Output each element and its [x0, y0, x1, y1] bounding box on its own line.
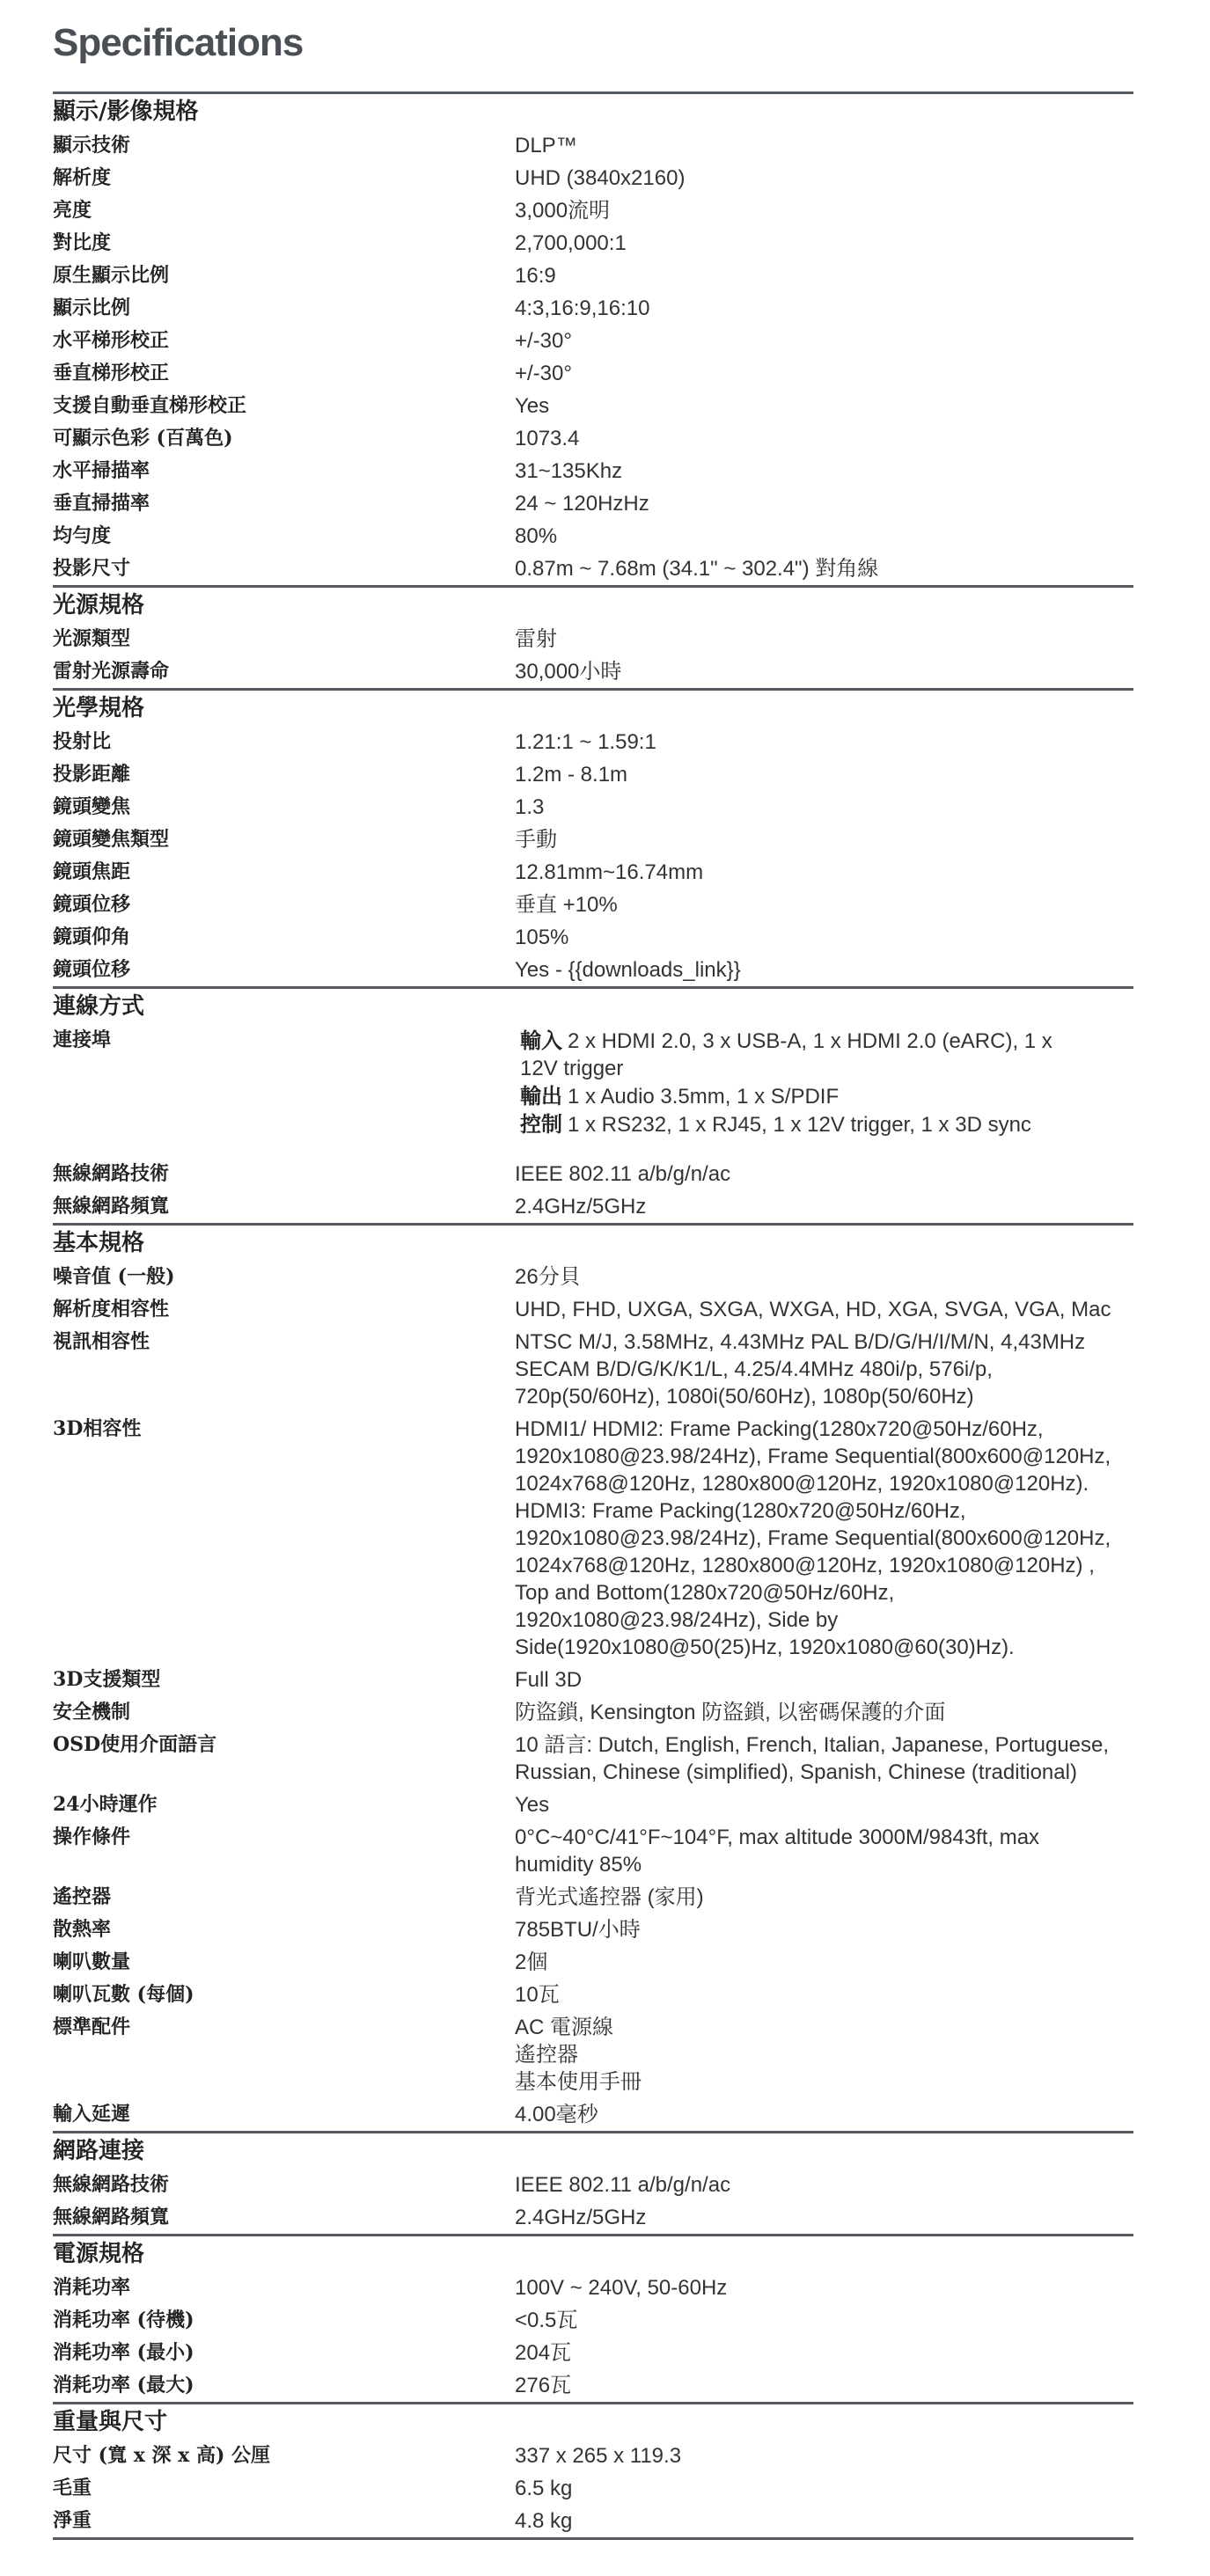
spec-label: 無線網路頻寬	[53, 2206, 170, 2228]
spec-value: 防盜鎖, Kensington 防盜鎖, 以密碼保護的介面	[515, 1701, 946, 1724]
spec-row	[53, 162, 1133, 194]
spec-label: 鏡頭變焦類型	[53, 828, 170, 851]
spec-row	[53, 1326, 1133, 1413]
spec-value: 1.21:1 ~ 1.59:1	[515, 730, 656, 754]
spec-row	[53, 2337, 1133, 2369]
spec-row	[53, 260, 1133, 292]
spec-row	[53, 520, 1133, 553]
spec-value	[515, 1027, 1133, 1138]
spec-value: 1.2m - 8.1m	[515, 763, 628, 787]
spec-value: 2,700,000:1	[515, 231, 627, 255]
spec-row	[53, 1946, 1133, 1979]
spec-value: 10 語言: Dutch, English, French, Italian, Japanese, Portuguese, Russian, Chinese (simplified), Spanish, Chinese (traditional)	[515, 1733, 1110, 1784]
spec-label: 噪音值 (一般)	[53, 1265, 175, 1288]
spec-value: 10瓦	[515, 1983, 560, 2007]
spec-label: 投影距離	[53, 763, 131, 786]
spec-row	[53, 1821, 1133, 1881]
port-group-label: 輸出	[520, 1083, 562, 1109]
spec-value: 0°C~40°C/41°F~104°F, max altitude 3000M/9843ft, max humidity 85%	[515, 1826, 1040, 1877]
page-title: Specifications	[53, 21, 304, 64]
spec-value: 26分貝	[515, 1265, 581, 1289]
spec-row	[53, 292, 1133, 325]
spec-label: 鏡頭焦距	[53, 860, 131, 883]
spec-label: OSD使用介面語言	[53, 1733, 217, 1756]
spec-label: 解析度	[53, 166, 112, 189]
spec-label: 顯示技術	[53, 134, 131, 157]
spec-row	[53, 2472, 1133, 2505]
spec-row	[53, 2440, 1133, 2472]
spec-value: 337 x 265 x 119.3	[515, 2444, 682, 2468]
spec-label: 無線網路技術	[53, 2173, 170, 2196]
spec-row	[53, 921, 1133, 954]
spec-value: HDMI1/ HDMI2: Frame Packing(1280x720@50Hz/60Hz, 1920x1080@23.98/24Hz), Frame Sequential(800x600@120Hz, 1024x768@120Hz, 1280x800@120Hz, 1920x1080@120Hz). HDMI3: Frame Packing(1280x720@50Hz/60Hz, 1920x1080@23.98/24Hz), Frame Sequential(800x600@120Hz, 1024x768@120Hz, 1280x800@120Hz, 1920x1080@120Hz) , Top and Bottom(1280x720@50Hz/60Hz, 1920x1080@23.98/24Hz), Side by Side(1920x1080@50(25)Hz, 1920x1080@60(30)Hz).	[515, 1417, 1111, 1659]
spec-label: 鏡頭變焦	[53, 795, 131, 818]
spec-value: 100V ~ 240V, 50-60Hz	[515, 2276, 728, 2300]
section-title: 重量與尺寸	[53, 2409, 168, 2435]
spec-value: 4.00毫秒	[515, 2103, 598, 2126]
port-group-text: 1 x RS232, 1 x RJ45, 1 x 12V trigger, 1 x 3D sync	[568, 1113, 1031, 1137]
port-group-text: 2 x HDMI 2.0, 3 x USB-A, 1 x HDMI 2.0 (eARC), 1 x 12V trigger	[520, 1029, 1052, 1080]
spec-label: 支援自動垂直梯形校正	[53, 394, 247, 417]
spec-label: 喇叭數量	[53, 1950, 131, 1973]
spec-value: 6.5 kg	[515, 2477, 573, 2500]
port-group-label: 控制	[520, 1111, 562, 1137]
spec-row	[53, 726, 1133, 758]
spec-label: 3D相容性	[53, 1417, 142, 1440]
port-group	[515, 1110, 1133, 1138]
spec-row	[53, 194, 1133, 227]
spec-row	[53, 2505, 1133, 2537]
spec-label: 消耗功率 (最小)	[53, 2341, 194, 2364]
spec-row	[53, 856, 1133, 889]
spec-value: 276瓦	[515, 2374, 572, 2397]
spec-value: 2個	[515, 1950, 548, 1974]
spec-row	[53, 455, 1133, 487]
spec-value: +/-30°	[515, 329, 572, 353]
spec-value: 雷射	[515, 627, 557, 651]
spec-row	[53, 1881, 1133, 1914]
spec-row	[53, 823, 1133, 856]
spec-section	[53, 688, 1133, 986]
spec-value: 1.3	[515, 795, 545, 819]
spec-label: 連接埠	[53, 1028, 112, 1051]
spec-label: 鏡頭仰角	[53, 926, 131, 948]
spec-label: 消耗功率 (待機)	[53, 2309, 194, 2331]
spec-value: 2.4GHz/5GHz	[515, 1195, 647, 1218]
spec-label: 無線網路頻寬	[53, 1195, 170, 1218]
spec-value: 垂直 +10%	[515, 893, 618, 917]
spec-value: 80%	[515, 524, 558, 548]
spec-label: 對比度	[53, 231, 112, 254]
spec-value: 1073.4	[515, 427, 580, 450]
table-end-rule	[53, 2537, 1133, 2540]
spec-row	[53, 758, 1133, 791]
spec-label: 解析度相容性	[53, 1298, 170, 1321]
spec-row	[53, 791, 1133, 823]
spec-label: 淨重	[53, 2509, 92, 2532]
spec-label: 輸入延遲	[53, 2103, 131, 2126]
spec-value: UHD (3840x2160)	[515, 166, 686, 190]
spec-label: 鏡頭位移	[53, 958, 131, 981]
spec-label: 水平掃描率	[53, 459, 150, 482]
spec-row	[53, 1261, 1133, 1293]
spec-value: 12.81mm~16.74mm	[515, 860, 704, 884]
spec-value: NTSC M/J, 3.58MHz, 4.43MHz PAL B/D/G/H/I/M/N, 4,43MHz SECAM B/D/G/K/K1/L, 4.25/4.4MHz 480i/p, 576i/p, 720p(50/60Hz), 1080i(50/60Hz), 1080p(50/60Hz)	[515, 1330, 1086, 1409]
spec-value: 105%	[515, 926, 569, 949]
spec-value: UHD, FHD, UXGA, SXGA, WXGA, HD, XGA, SVGA, VGA, Mac	[515, 1298, 1111, 1321]
spec-label: 消耗功率 (最大)	[53, 2374, 194, 2397]
spec-row	[53, 422, 1133, 455]
spec-row	[53, 390, 1133, 422]
spec-row	[53, 129, 1133, 162]
spec-label: 散熱率	[53, 1918, 112, 1941]
spec-row	[53, 655, 1133, 688]
spec-label: 投影尺寸	[53, 557, 131, 580]
spec-label: 光源類型	[53, 627, 131, 650]
port-group-label: 輸入	[520, 1028, 562, 1053]
spec-value: 4.8 kg	[515, 2509, 573, 2533]
spec-value: <0.5瓦	[515, 2309, 578, 2332]
spec-section	[53, 91, 1133, 585]
section-title: 光源規格	[53, 592, 145, 618]
spec-row	[53, 553, 1133, 585]
spec-label: 亮度	[53, 199, 92, 222]
spec-row	[53, 1293, 1133, 1326]
spec-row	[53, 889, 1133, 921]
spec-label: 毛重	[53, 2477, 92, 2499]
spec-section	[53, 2402, 1133, 2537]
spec-value: AC 電源線 遙控器 基本使用手冊	[515, 2016, 642, 2094]
spec-row	[53, 1914, 1133, 1946]
spec-label: 雷射光源壽命	[53, 660, 170, 683]
spec-value: 31~135Khz	[515, 459, 623, 483]
section-title: 基本規格	[53, 1230, 145, 1256]
spec-label: 尺寸 (寬 x 深 x 高) 公厘	[53, 2444, 271, 2467]
spec-value: IEEE 802.11 a/b/g/n/ac	[515, 2173, 731, 2197]
spec-value: 204瓦	[515, 2341, 572, 2365]
spec-value: +/-30°	[515, 362, 572, 385]
spec-label: 投射比	[53, 730, 112, 753]
spec-value: 背光式遙控器 (家用)	[515, 1885, 704, 1909]
spec-label: 3D支援類型	[53, 1668, 161, 1691]
spec-value: 16:9	[515, 264, 556, 288]
port-group	[515, 1027, 1133, 1082]
spec-value: 0.87m ~ 7.68m (34.1" ~ 302.4") 對角線	[515, 557, 879, 581]
spec-row	[53, 2011, 1133, 2098]
spec-label: 安全機制	[53, 1701, 131, 1723]
spec-row	[53, 954, 1133, 986]
spec-row	[53, 2272, 1133, 2304]
spec-label: 視訊相容性	[53, 1330, 150, 1353]
spec-row	[53, 1789, 1133, 1821]
spec-label: 標準配件	[53, 2016, 131, 2038]
spec-label: 無線網路技術	[53, 1162, 170, 1185]
spec-value: Yes	[515, 1793, 550, 1817]
spec-label: 水平梯形校正	[53, 329, 170, 352]
spec-label: 喇叭瓦數 (每個)	[53, 1983, 194, 2006]
spec-value: 785BTU/小時	[515, 1918, 641, 1942]
port-group	[515, 1082, 1133, 1110]
section-title: 連線方式	[53, 993, 145, 1020]
section-title: 光學規格	[53, 695, 145, 721]
spec-row	[53, 227, 1133, 260]
spec-section	[53, 2234, 1133, 2402]
section-title: 網路連接	[53, 2138, 145, 2164]
port-group-text: 1 x Audio 3.5mm, 1 x S/PDIF	[568, 1085, 840, 1109]
spec-section	[53, 986, 1133, 1223]
spec-row	[53, 487, 1133, 520]
spec-row	[53, 2098, 1133, 2131]
section-title: 電源規格	[53, 2241, 145, 2267]
spec-row	[53, 2169, 1133, 2201]
spec-label: 操作條件	[53, 1826, 131, 1848]
spec-value: 30,000小時	[515, 660, 622, 684]
spec-label: 均勻度	[53, 524, 112, 547]
spec-label: 顯示比例	[53, 296, 131, 319]
spec-row	[53, 2369, 1133, 2402]
spec-label: 可顯示色彩 (百萬色)	[53, 427, 233, 450]
specifications-table	[53, 91, 1133, 2540]
spec-row	[53, 623, 1133, 655]
spec-value: 4:3,16:9,16:10	[515, 296, 650, 320]
spec-row	[53, 1190, 1133, 1223]
spec-section	[53, 585, 1133, 688]
spec-label: 遙控器	[53, 1885, 112, 1908]
spec-row	[53, 1729, 1133, 1789]
spec-label: 垂直掃描率	[53, 492, 150, 515]
spec-label: 鏡頭位移	[53, 893, 131, 916]
spec-section	[53, 1223, 1133, 2131]
spec-value: Yes	[515, 394, 550, 418]
spec-row	[53, 1979, 1133, 2011]
section-title: 顯示/影像規格	[53, 99, 199, 125]
spec-row	[53, 325, 1133, 357]
spec-label: 垂直梯形校正	[53, 362, 170, 384]
spec-row	[53, 357, 1133, 390]
spec-section	[53, 2131, 1133, 2234]
spec-value: 3,000流明	[515, 199, 611, 223]
spec-row	[53, 1664, 1133, 1696]
spec-row	[53, 2304, 1133, 2337]
spec-row	[53, 1696, 1133, 1729]
spec-value: 2.4GHz/5GHz	[515, 2206, 647, 2229]
spec-value: IEEE 802.11 a/b/g/n/ac	[515, 1162, 731, 1186]
spec-row	[53, 1024, 1133, 1158]
spec-value: Yes - {{downloads_link}}	[515, 958, 741, 982]
spec-label: 原生顯示比例	[53, 264, 170, 287]
spec-row	[53, 1413, 1133, 1664]
spec-row	[53, 1158, 1133, 1190]
spec-row	[53, 2201, 1133, 2234]
spec-value: 24 ~ 120HzHz	[515, 492, 649, 516]
spec-value: DLP™	[515, 134, 577, 157]
spec-label: 消耗功率	[53, 2276, 131, 2299]
spec-label: 24小時運作	[53, 1793, 158, 1816]
spec-value: Full 3D	[515, 1668, 583, 1692]
spec-value: 手動	[515, 828, 557, 852]
